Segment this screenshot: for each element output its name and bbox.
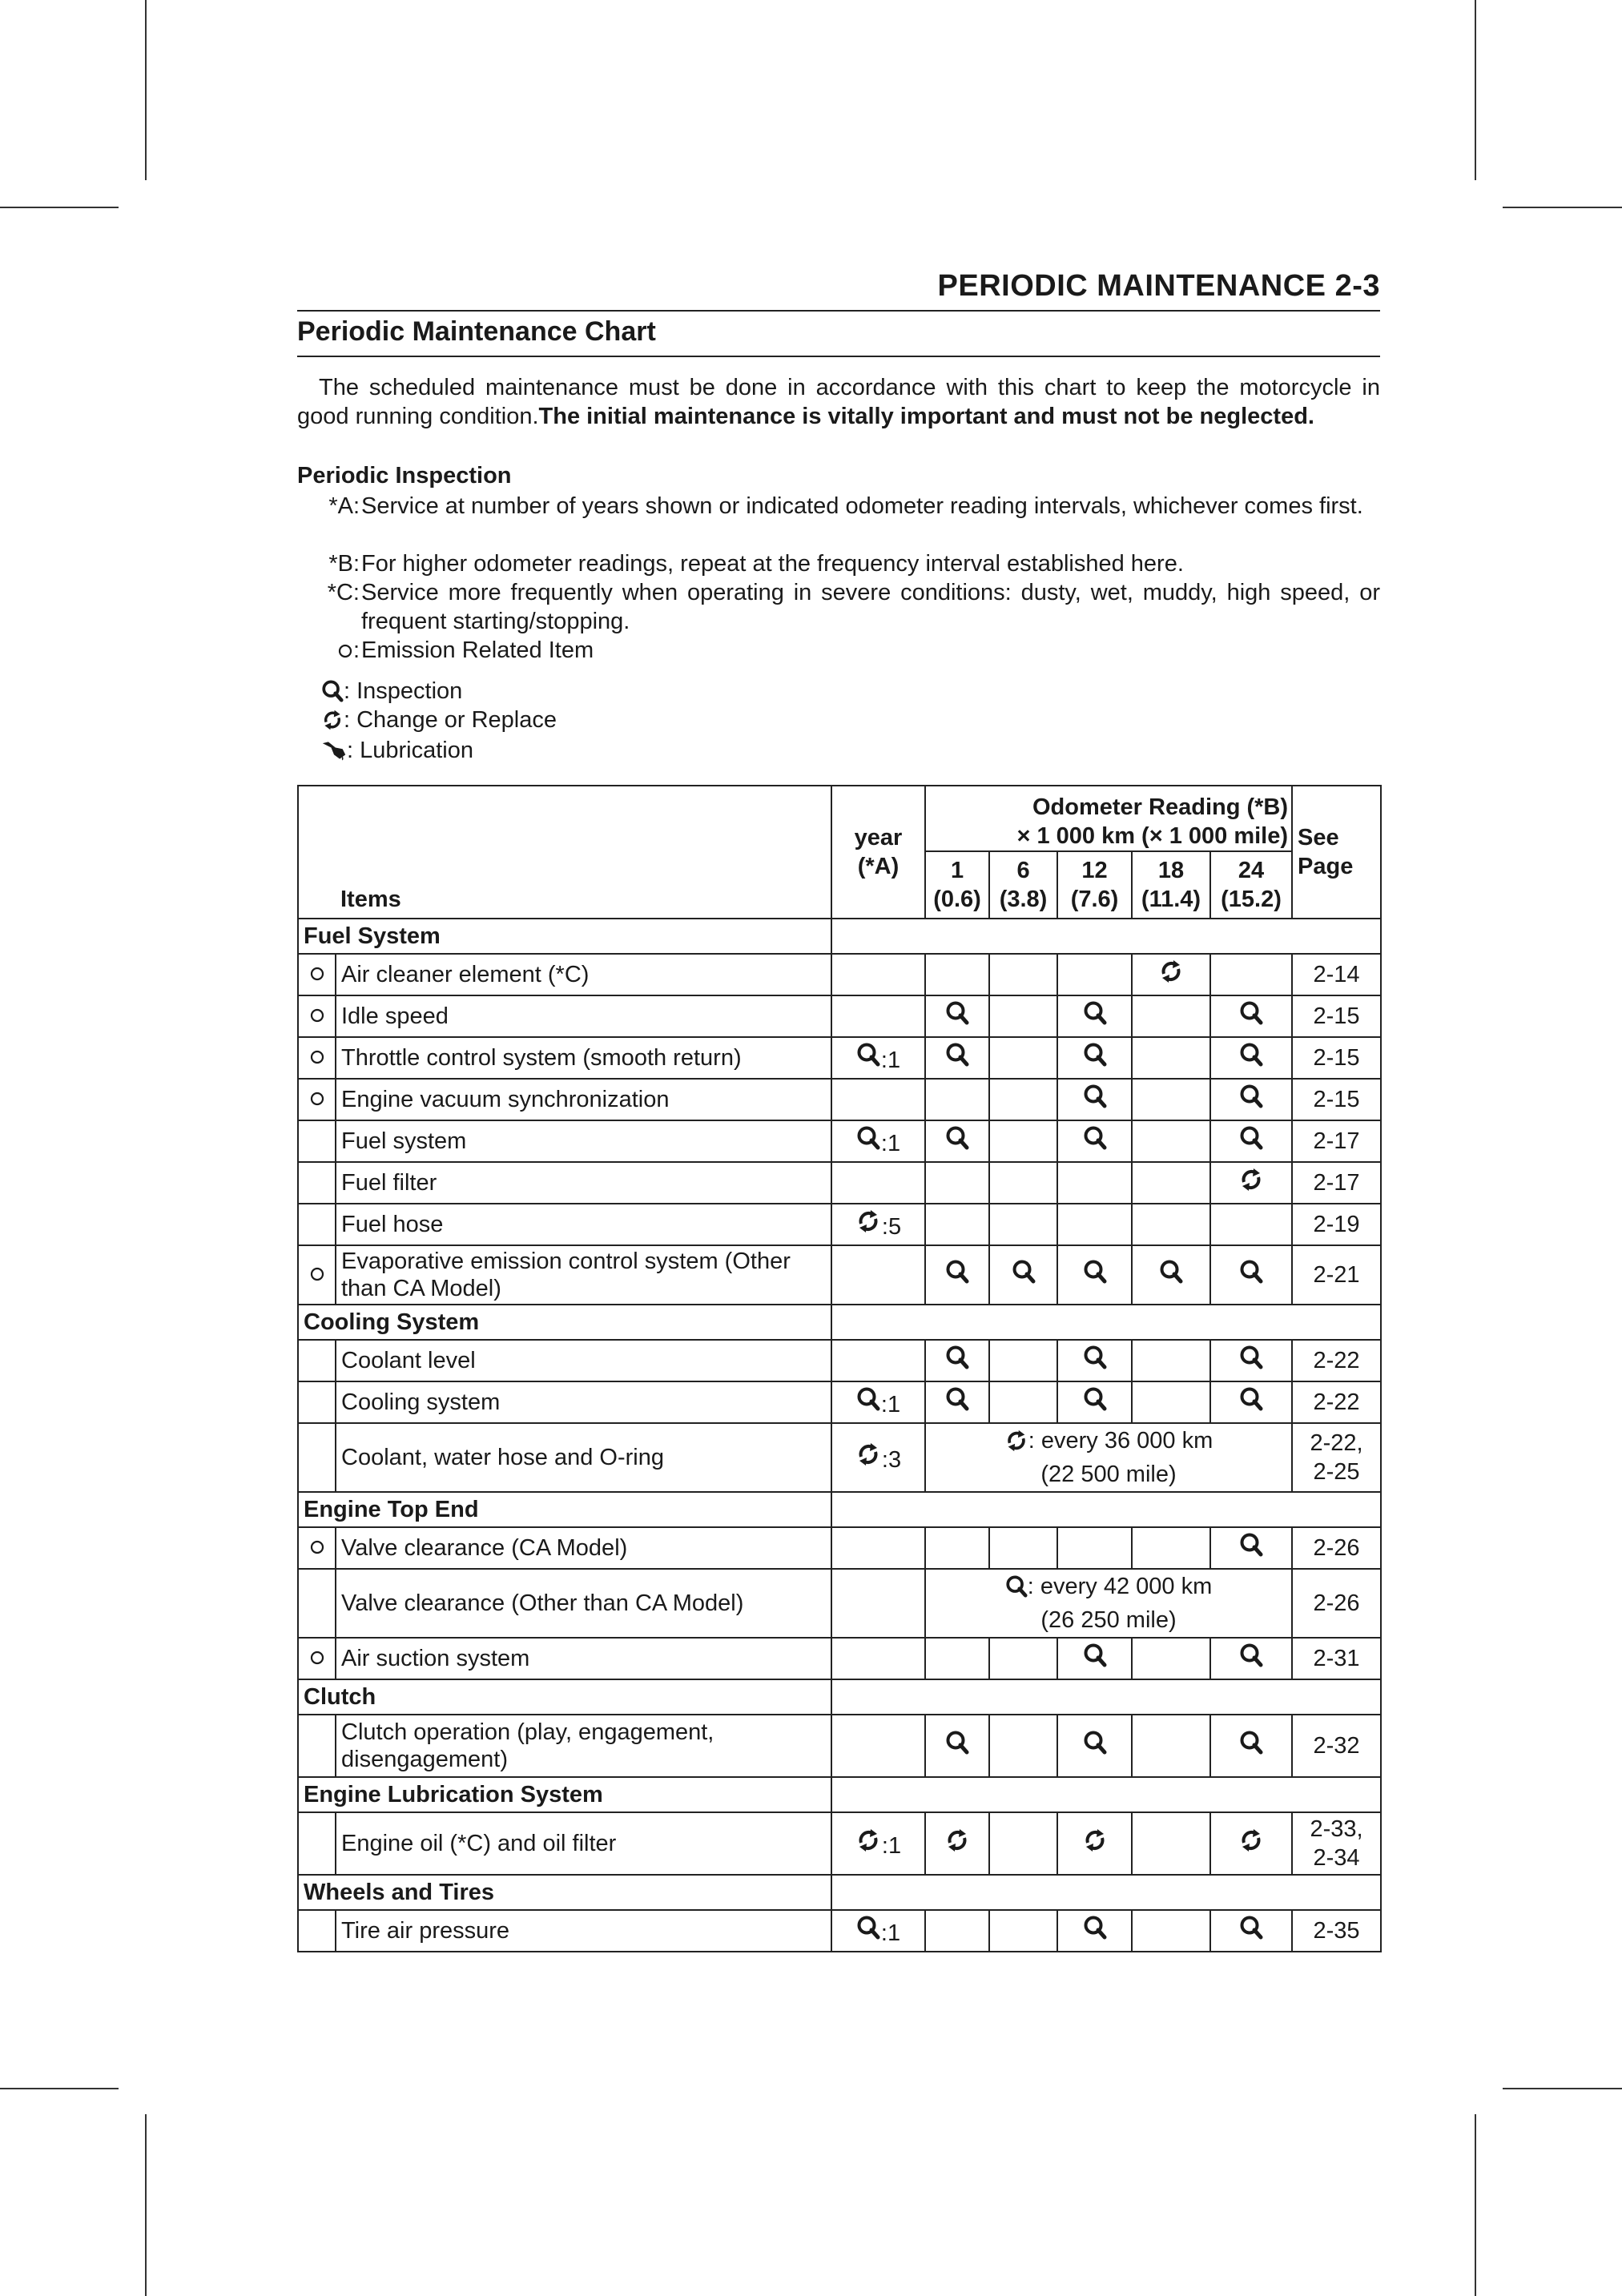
inspection-icon <box>1083 1386 1107 1412</box>
inspection-icon <box>945 1259 969 1285</box>
emission-circle-icon <box>309 1049 325 1065</box>
section-title: Periodic Maintenance Chart <box>297 316 656 347</box>
table-row <box>298 954 1381 995</box>
item-name: Fuel filter <box>336 1162 831 1204</box>
section-row-lubrication <box>298 1777 1381 1812</box>
change-replace-icon <box>944 1828 970 1853</box>
change-replace-icon <box>1238 1828 1264 1853</box>
section-title-cell: Fuel System <box>298 919 831 954</box>
page-ref: 2-17 <box>1292 1162 1381 1204</box>
page-ref: 2-33, 2-34 <box>1292 1812 1381 1875</box>
table-row <box>298 1079 1381 1120</box>
emission-circle-icon <box>309 1650 325 1666</box>
see-page-header: See Page <box>1292 786 1381 919</box>
table-row <box>298 1340 1381 1381</box>
emission-circle-icon <box>309 1539 325 1555</box>
section-title-cell: Clutch <box>298 1679 831 1715</box>
crop-mark <box>1475 2114 1476 2296</box>
inspection-icon <box>1239 1345 1263 1370</box>
inspection-icon <box>1239 1125 1263 1151</box>
inspection-icon <box>945 1125 969 1151</box>
year-interval: :1 <box>880 1047 901 1073</box>
inspection-icon <box>1005 1574 1028 1598</box>
odometer-header: Odometer Reading (*B) × 1 000 km (× 1 000 mile) <box>925 786 1292 851</box>
crop-mark <box>1475 0 1476 180</box>
item-name: Fuel hose <box>336 1204 831 1245</box>
periodic-inspection-title: Periodic Inspection <box>297 463 512 489</box>
table-row <box>298 995 1381 1037</box>
note-key: *B: <box>328 551 360 577</box>
legend-change <box>321 706 557 734</box>
change-replace-icon <box>855 1442 881 1467</box>
page-ref: 2-22 <box>1292 1340 1381 1381</box>
table-row <box>298 1204 1381 1245</box>
intro-paragraph <box>297 373 1380 431</box>
page-ref: 2-26 <box>1292 1527 1381 1569</box>
legend-text: : Lubrication <box>347 738 473 763</box>
title-rule <box>297 356 1380 357</box>
year-interval: :1 <box>880 1920 901 1946</box>
page-ref: 2-22 <box>1292 1381 1381 1423</box>
change-replace-icon <box>321 708 344 732</box>
inspection-icon <box>1239 1730 1263 1755</box>
inspection-icon <box>1239 1042 1263 1068</box>
lubrication-icon <box>321 738 347 762</box>
interval-header: 18 (11.4) <box>1132 851 1210 919</box>
emission-circle-icon <box>309 1091 325 1107</box>
inspection-icon <box>1239 1259 1263 1285</box>
item-name: Coolant, water hose and O-ring <box>336 1423 831 1492</box>
crop-mark <box>0 207 119 208</box>
item-name: Valve clearance (Other than CA Model) <box>336 1569 831 1638</box>
inspection-icon <box>1012 1259 1036 1285</box>
intro-text: The scheduled maintenance must be done in accordance with this chart to keep the motorcycle in good running condition. <box>297 375 1380 429</box>
item-name: Evaporative emission control system (Other than CA Model) <box>336 1245 831 1305</box>
inspection-icon <box>1083 1643 1107 1668</box>
inspection-icon <box>1239 1084 1263 1109</box>
every-interval: : every 42 000 km (26 250 mile) <box>925 1569 1292 1638</box>
inspection-icon <box>856 1125 880 1151</box>
note-text: For higher odometer readings, repeat at the frequency interval established here. <box>361 551 1184 577</box>
page-ref: 2-15 <box>1292 1037 1381 1079</box>
maintenance-table <box>297 785 1382 1952</box>
items-header: Items <box>298 786 831 919</box>
page-ref: 2-21 <box>1292 1245 1381 1305</box>
change-replace-icon <box>855 1828 881 1853</box>
change-replace-icon <box>855 1208 881 1234</box>
item-name: Idle speed <box>336 995 831 1037</box>
header-rule <box>297 310 1380 312</box>
inspection-icon <box>1083 1042 1107 1068</box>
inspection-icon <box>1083 1000 1107 1026</box>
section-row-fuel <box>298 919 1381 954</box>
item-name: Clutch operation (play, engagement, disengagement) <box>336 1715 831 1777</box>
crop-mark <box>0 2088 119 2089</box>
change-replace-icon <box>1238 1167 1264 1192</box>
legend-lubrication <box>321 736 473 765</box>
table-row <box>298 1910 1381 1952</box>
emission-circle-icon <box>337 643 353 659</box>
note-key: : <box>297 636 360 665</box>
note-key: *A: <box>328 493 360 519</box>
item-name: Engine vacuum synchronization <box>336 1079 831 1120</box>
section-title-cell: Engine Lubrication System <box>298 1777 831 1812</box>
page-ref: 2-14 <box>1292 954 1381 995</box>
item-name: Coolant level <box>336 1340 831 1381</box>
inspection-icon <box>856 1386 880 1412</box>
item-name: Throttle control system (smooth return) <box>336 1037 831 1079</box>
year-interval: :1 <box>880 1392 901 1417</box>
inspection-icon <box>321 679 344 703</box>
item-name: Fuel system <box>336 1120 831 1162</box>
interval-header: 6 (3.8) <box>989 851 1057 919</box>
item-name: Engine oil (*C) and oil filter <box>336 1812 831 1875</box>
table-header-row <box>298 786 1381 851</box>
inspection-icon <box>1083 1915 1107 1940</box>
year-interval: :1 <box>881 1833 902 1859</box>
crop-mark <box>145 2114 147 2296</box>
table-row <box>298 1715 1381 1777</box>
year-interval: :5 <box>881 1214 902 1240</box>
section-row-wheels <box>298 1875 1381 1910</box>
inspection-icon <box>1239 1915 1263 1940</box>
page-ref: 2-31 <box>1292 1638 1381 1679</box>
table-row <box>298 1381 1381 1423</box>
section-title-cell: Wheels and Tires <box>298 1875 831 1910</box>
running-head: PERIODIC MAINTENANCE 2-3 <box>937 269 1380 303</box>
crop-mark <box>1503 207 1622 208</box>
inspection-icon <box>945 1386 969 1412</box>
page-ref: 2-15 <box>1292 1079 1381 1120</box>
emission-circle-icon <box>309 1266 325 1282</box>
inspection-icon <box>1239 1643 1263 1668</box>
note-key: *C: <box>327 580 360 605</box>
inspection-icon <box>1083 1730 1107 1755</box>
inspection-icon <box>1159 1259 1183 1285</box>
item-name: Valve clearance (CA Model) <box>336 1527 831 1569</box>
page-ref: 2-22, 2-25 <box>1292 1423 1381 1492</box>
inspection-icon <box>1083 1125 1107 1151</box>
interval-header: 1 (0.6) <box>925 851 989 919</box>
note-text: Service at number of years shown or indicated odometer reading intervals, whichever comes first. <box>361 493 1363 519</box>
inspection-icon <box>1239 1386 1263 1412</box>
emission-circle-icon <box>309 966 325 982</box>
legend-text: : Change or Replace <box>344 707 557 733</box>
change-replace-icon <box>1082 1828 1108 1853</box>
inspection-icon <box>856 1915 880 1940</box>
inspection-icon <box>945 1345 969 1370</box>
legend-text: : Inspection <box>344 678 463 704</box>
crop-mark <box>1503 2088 1622 2089</box>
table-row <box>298 1162 1381 1204</box>
interval-header: 24 (15.2) <box>1210 851 1292 919</box>
item-name: Air suction system <box>336 1638 831 1679</box>
every-interval: : every 36 000 km (22 500 mile) <box>925 1423 1292 1492</box>
table-row <box>298 1423 1381 1492</box>
note-text: Service more frequently when operating in severe conditions: dusty, wet, muddy, high speed, or frequent starting/stopping. <box>361 580 1380 634</box>
year-header: year (*A) <box>831 786 925 919</box>
section-title-cell: Cooling System <box>298 1305 831 1340</box>
emission-circle-icon <box>309 1007 325 1023</box>
page-ref: 2-32 <box>1292 1715 1381 1777</box>
table-row <box>298 1120 1381 1162</box>
page-ref: 2-15 <box>1292 995 1381 1037</box>
table-row <box>298 1569 1381 1638</box>
inspection-icon <box>945 1042 969 1068</box>
year-interval: :1 <box>880 1131 901 1156</box>
inspection-icon <box>1239 1532 1263 1558</box>
table-row <box>298 1527 1381 1569</box>
crop-mark <box>145 0 147 180</box>
table-row <box>298 1037 1381 1079</box>
note-text: Emission Related Item <box>361 637 594 663</box>
intro-bold-text: The initial maintenance is vitally important and must not be neglected. <box>538 404 1314 429</box>
table-row <box>298 1638 1381 1679</box>
table-row <box>298 1812 1381 1875</box>
change-replace-icon <box>1158 959 1184 984</box>
interval-header: 12 (7.6) <box>1057 851 1132 919</box>
table-row <box>298 1245 1381 1305</box>
section-title-cell: Engine Top End <box>298 1492 831 1527</box>
page-ref: 2-35 <box>1292 1910 1381 1952</box>
inspection-icon <box>945 1000 969 1026</box>
page-ref: 2-26 <box>1292 1569 1381 1638</box>
inspection-icon <box>856 1042 880 1068</box>
inspection-icon <box>1083 1345 1107 1370</box>
change-replace-icon <box>1004 1429 1028 1453</box>
item-name: Tire air pressure <box>336 1910 831 1952</box>
inspection-icon <box>1083 1259 1107 1285</box>
section-row-engine-top <box>298 1492 1381 1527</box>
item-name: Cooling system <box>336 1381 831 1423</box>
year-interval: :3 <box>881 1447 902 1473</box>
inspection-icon <box>945 1730 969 1755</box>
section-row-cooling <box>298 1305 1381 1340</box>
inspection-icon <box>1083 1084 1107 1109</box>
page-ref: 2-17 <box>1292 1120 1381 1162</box>
page-ref: 2-19 <box>1292 1204 1381 1245</box>
inspection-icon <box>1239 1000 1263 1026</box>
legend-inspection <box>321 677 462 706</box>
section-row-clutch <box>298 1679 1381 1715</box>
item-name: Air cleaner element (*C) <box>336 954 831 995</box>
